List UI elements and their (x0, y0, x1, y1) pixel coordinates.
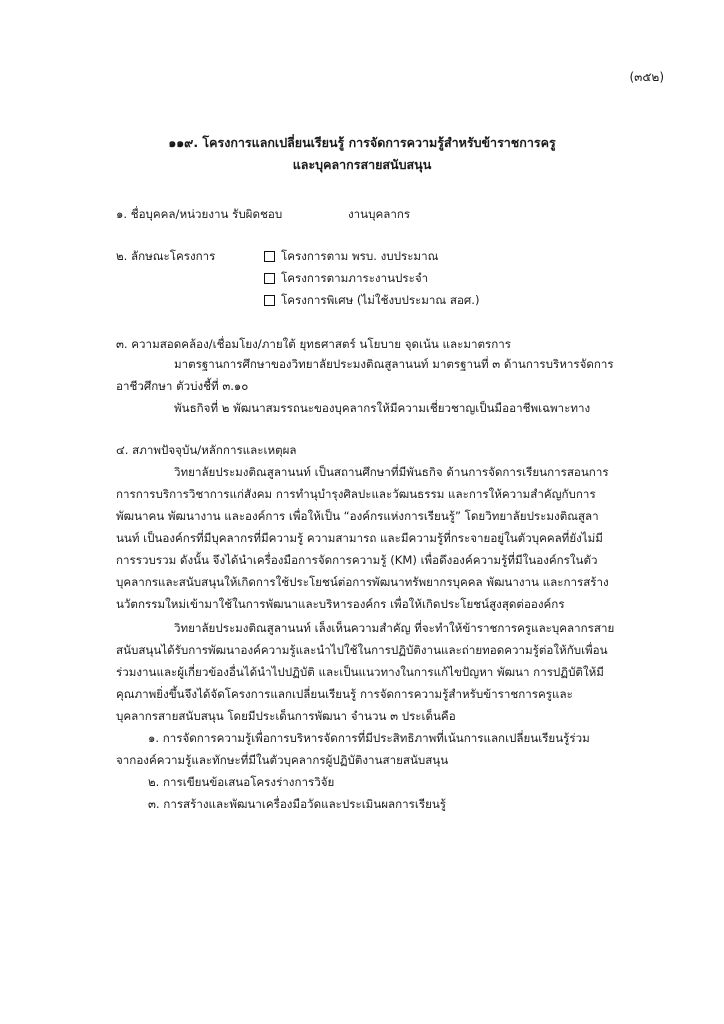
development-item-1: ๑. การจัดการความรู้เพื่อการบริหารจัดการที่มีประสิทธิภาพที่เน้นการแลกเปลี่ยนเรียนรู้ร่วม (148, 731, 590, 745)
development-item-3: ๓. การสร้างและพัฒนาเครื่องมือวัดและประเมินผลการเรียนรู้ (148, 797, 447, 811)
para1-line: พัฒนาคน พัฒนางาน และองค์การ เพื่อให้เป็น “องค์กรแห่งการเรียนรู้” โดยวิทยาลัยประมงติณสูลา (116, 509, 599, 523)
development-item-2: ๒. การเขียนข้อเสนอโครงร่างการวิจัย (148, 775, 335, 789)
section2-label: ๒. ลักษณะโครงการ (116, 249, 216, 263)
para1-line: นนท์ เป็นองค์กรที่มีบุคลากรที่มีความรู้ ความสามารถ และมีความรู้ที่กระจายอยู่ในตัวบุคคลที่ยังไม่มี (116, 531, 603, 545)
section3-label: ๓. ความสอดคล้อง/เชื่อมโยง/ภายใต้ ยุทธศาสตร์ นโยบาย จุดเน้น และมาตรการ (116, 337, 512, 351)
project-type-option-2[interactable] (264, 270, 428, 286)
project-type-option-3[interactable] (264, 292, 479, 308)
section3-line1: มาตรฐานการศึกษาของวิทยาลัยประมงติณสูลานนท์ มาตรฐานที่ ๓ ด้านการบริหารจัดการ (174, 357, 614, 371)
section4-label: ๔. สภาพปัจจุบัน/หลักการและเหตุผล (116, 443, 297, 457)
para2-line: ร่วมงานและผู้เกี่ยวข้องอื่นได้นำไปปฏิบัติ และเป็นแนวทางในการแก้ไขปัญหา พัฒนา การปฏิบัติให้มี (116, 665, 604, 679)
checkbox-icon[interactable] (264, 273, 275, 284)
para1-line: การการบริการวิชาการแก่สังคม การทำนุบำรุงศิลปะและวัฒนธรรม และการให้ความสำคัญกับการ (116, 487, 596, 501)
section3-line2: อาชีวศึกษา ตัวบ่งชี้ที่ ๓.๑๐ (116, 379, 249, 393)
document-title-line1: ๑๑๙. โครงการแลกเปลี่ยนเรียนรู้ การจัดการความรู้สำหรับข้าราชการครู (168, 135, 556, 150)
option-label: โครงการพิเศษ (ไม่ใช้งบประมาณ สอศ.) (281, 293, 480, 307)
checkbox-icon[interactable] (264, 295, 275, 306)
para2-line: วิทยาลัยประมงติณสูลานนท์ เล็งเห็นความสำคัญ ที่จะทำให้ข้าราชการครูและบุคลากรสาย (174, 621, 615, 635)
project-type-option-1[interactable] (264, 248, 438, 264)
para1-line: วิทยาลัยประมงติณสูลานนท์ เป็นสถานศึกษาที่มีพันธกิจ ด้านการจัดการเรียนการสอนการ (174, 465, 609, 479)
section1-label: ๑. ชื่อบุคคล/หน่วยงาน รับผิดชอบ (116, 207, 283, 221)
page-number: (๓๕๒) (629, 70, 664, 84)
para1-line: บุคลากรและสนับสนุนให้เกิดการใช้ประโยชน์ต่อการพัฒนาทรัพยากรบุคคล พัฒนางาน และการสร้าง (116, 575, 609, 589)
para2-line: บุคลากรสายสนับสนุน โดยมีประเด็นการพัฒนา จำนวน ๓ ประเด็นคือ (116, 709, 456, 723)
para2-line: คุณภาพยิ่งขึ้นจึงได้จัดโครงการแลกเปลี่ยนเรียนรู้ การจัดการความรู้สำหรับข้าราชการครูและ (116, 687, 573, 701)
para1-line: การรวบรวม ดังนั้น จึงได้นำเครื่องมือการจัดการความรู้ (KM) เพื่อดึงองค์ความรู้ที่มีในองค์กรในตัว (116, 553, 598, 567)
development-item-1-cont: จากองค์ความรู้และทักษะที่มีในตัวบุคลากรผู้ปฏิบัติงานสายสนับสนุน (116, 753, 449, 767)
checkbox-icon[interactable] (264, 251, 275, 262)
para2-line: สนับสนุนได้รับการพัฒนาองค์ความรู้และนำไปใช้ในการปฏิบัติงานและถ่ายทอดความรู้ต่อให้กับเพื่อน (116, 643, 608, 657)
section3-line3: พันธกิจที่ ๒ พัฒนาสมรรถนะของบุคลากรให้มีความเชี่ยวชาญเป็นมืออาชีพเฉพาะทาง (174, 401, 591, 415)
option-label: โครงการตาม พรบ. งบประมาณ (281, 249, 439, 263)
option-label: โครงการตามภาระงานประจำ (281, 271, 429, 285)
document-title-line2: และบุคลากรสายสนับสนุน (292, 157, 432, 172)
section1-value: งานบุคลากร (348, 207, 411, 221)
para1-line: นวัตกรรมใหม่เข้ามาใช้ในการพัฒนาและบริหารองค์กร เพื่อให้เกิดประโยชน์สูงสุดต่อองค์กร (116, 597, 565, 611)
